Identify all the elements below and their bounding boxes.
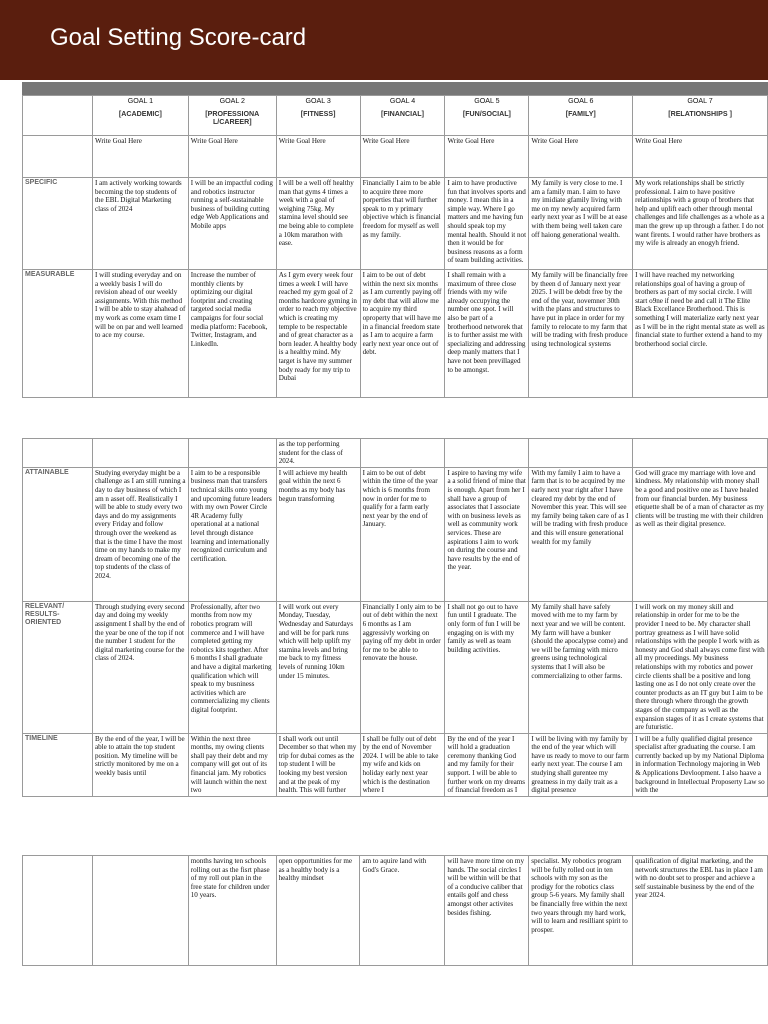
row-label-attainable: ATTAINABLE xyxy=(23,467,93,601)
measurable-row xyxy=(23,270,768,398)
goal-cell: By the end of the year I will hold a graduation ceremony thanking God and my family for their support. I will be able to further work on my dreams of financial freedom as I xyxy=(445,733,529,796)
goal-cell: I shall work out until December so that when my trip for dubai comes as the top student I will be looking my best version and at the peak of my health. This will further xyxy=(276,733,360,796)
goal-cell: will have more time on my hands. The social circles I will be within will be that of a conducive caliber that entails golf and chess amongst other activites besides fishing. xyxy=(445,856,529,966)
row-label-timeline: TIMELINE xyxy=(23,733,93,796)
goal-cell xyxy=(445,439,529,468)
attainable-row xyxy=(23,467,768,601)
goal-cell: With my family I aim to have a farm that is to be acquired by me early next year right after I have cleared my debt by the end of November this year. This will see my family being taken care of as I will be trading with fresh produce and this will ensure generational wealth for my family xyxy=(529,467,633,601)
goal-cell: My work relationships shall be strictly professional. I aim to have positive relationships with a group of brothers that help and uplift each other through mental challenges and life challenges as a whole as a man the grew up up through a father. I do not want firents. I would rather have brothers as my wife is already an enogyh friend. xyxy=(633,178,768,270)
timeline-row xyxy=(23,733,768,796)
goal-cell xyxy=(529,439,633,468)
scorecard-table-2 xyxy=(22,438,768,797)
goal-cell: am to aquire land with God's Grace. xyxy=(360,856,445,966)
timeline-continuation-row xyxy=(23,856,768,966)
goal-header: GOAL 4 [FINANCIAL] xyxy=(360,96,445,136)
goal-cell: I will work on my money skill and relationship in order for me to be the provider I need to be. My character shall portray greatness as I will have solid relationships with the people I work with as honesty and God shall always come first with all my proceedings. My business relationships with my robotics and power circle clients shall be a positive and long lasting one as I do not only create over the counter products as an IT guy but I aim to be there through where through the growth stages of the company as well as the expansion stages of it as I create systems that are futuristic. xyxy=(633,601,768,733)
page-title: Goal Setting Score-card xyxy=(50,24,307,51)
relevant-row xyxy=(23,601,768,733)
goal-cell: I will be living with my family by the end of the year which will have us ready to move to our farm early next year. The course I am studying shall gurentee my greatness in my daily trait as a digital presence xyxy=(529,733,633,796)
goal-cell: I will have reached my networking relationships goal of having a group of brothers as part of my social circle. I will start o9ne if need be and call it The Elite Black Excellance Brotherhood. This is something I will materialize early next year as I will be in the right mental state as well as financial state to further extend a hand to my brotherhood social circle. xyxy=(633,270,768,398)
scorecard-table-3 xyxy=(22,855,768,966)
goal-cell: Financially I only aim to be out of debt within the next 6 months as I am aggressivly working on paying off my debt in order for me to be able to renovate the house. xyxy=(360,601,445,733)
goal-cell: I aim to be a responsible business man that transfers technical skills onto young and upcoming future leaders with my own Power Circle 4R Academy fully operational at a national level through distance learning and internationally recognized curriculum and certification. xyxy=(188,467,276,601)
goal-cell: Through studying every second day and doing my weekly assignment I shall by the end of the year be one of the top if not the number 1 student for the digital marketing course for the class of 2024. xyxy=(92,601,188,733)
goal-cell: I aim to have productive fun that involves sports and money. I mean this in a simple way. Where I go matters and me having fun should speak top my mental health. Should it not then it would be for business reasons as a form of team building activities. xyxy=(445,178,529,270)
row-label-specific: SPECIFIC xyxy=(23,178,93,270)
goal-cell xyxy=(633,439,768,468)
goal-cell: Professionally, after two months from now my robotics program will commerce and I will have completed getting my robotics kits together. After 6 months I shall graduate and have a digital marketing qualification which will speak to my busniness activities which are commercializing my clients digital footprint. xyxy=(188,601,276,733)
goal-header: GOAL 2 [PROFESSIONA L/CAREER] xyxy=(188,96,276,136)
goal-input[interactable]: Write Goal Here xyxy=(188,136,276,178)
goal-cell: Within the next three months, my owing clients shall pay their debt and my company will get out of its financial jam. My robotics will launch within the next two xyxy=(188,733,276,796)
goal-cell: specialist. My robotics program will be fully rolled out in ten schools with my son as the prodigy for the robotics class group 5-6 years. My family shall be financially free within the next two years through my hard work, will to learn and resilliant spirit to prosper. xyxy=(529,856,633,966)
goal-input[interactable]: Write Goal Here xyxy=(633,136,768,178)
goal-cell: I am actively working towards becoming the top students of the EBL Digital Marketing class of 2024 xyxy=(92,178,188,270)
goal-header: GOAL 1 [ACADEMIC] xyxy=(92,96,188,136)
goal-input[interactable]: Write Goal Here xyxy=(92,136,188,178)
goal-cell: Increase the number of monthly clients by optimizing our digital footprint and creating targeted social media campaigns for four social media platform: Facebook, Twitter, Instagram, and LinkedIn. xyxy=(188,270,276,398)
goal-cell: I will be a well off healthy man that gyms 4 times a week with a goal of weighing 75kg. My stamina level should see me being able to complete a 10km marathon with ease. xyxy=(276,178,360,270)
goal-cell: By the end of the year, I will be able to attain the top student position. My timeline will be strictly monitored by me on a weekly basis until xyxy=(92,733,188,796)
goal-cell: I shall remain with a maximum of three close friends with my wife already occupying the number one spot. I will also be part of a brotherhood networek that is to further assist me with specializing and addressing deep manly matters that I have not been previllaged to be amongst. xyxy=(445,270,529,398)
goal-header: GOAL 5 [FUN/SOCIAL] xyxy=(445,96,529,136)
goal-cell: months having ten schools rolling out as the fisrt phase of my roll out plan in the free state for children under 10 years. xyxy=(188,856,276,966)
header-band xyxy=(22,82,768,96)
goal-cell: I will achieve my health goal within the next 6 months as my body has begun transforming xyxy=(276,467,360,601)
row-label-empty xyxy=(23,856,93,966)
goal-cell: I shall not go out to have fun until I graduate. The only form of fun I will be engaging on is with my family as well as team building activities. xyxy=(445,601,529,733)
row-label-measurable: MEASURABLE xyxy=(23,270,93,398)
continuation-row xyxy=(23,439,768,468)
goal-header-row xyxy=(23,96,768,136)
row-label-relevant: RELEVANT/ RESULTS-ORIENTED xyxy=(23,601,93,733)
header-corner xyxy=(23,96,93,136)
goal-cell: as the top performing student for the class of 2024. xyxy=(276,439,360,468)
goal-cell: Studying everyday might be a challenge as I am still running a day to day business of which I am n asset off. Realistically I will be able to study every two days and do my assignments every Friday and follow through over the weekend as that is the time I have the most time on my hands to make my dream of becoming one of the top students of the class of 2024. xyxy=(92,467,188,601)
row-label-empty xyxy=(23,439,93,468)
goal-cell: Financially I aim to be able to acquire three more porperties that will further speak to m y primary objective which is financial freedom for myself as well as my family. xyxy=(360,178,445,270)
row-label-empty xyxy=(23,136,93,178)
goal-cell: I will work out every Monday, Tuesday, Wednesday and Saturdays and will be for park runs which will help uplift my stamina levels and bring me back to my fitness levels of running 10km under 15 minutes. xyxy=(276,601,360,733)
goal-cell: My family will be financially free by theen d of January next year 2025. I will be debdt free by the end of the year, novemner 30th with the plans and structures to have put in place in order for my family to relocate to my farm that will be trading with fresh produce using technological systems xyxy=(529,270,633,398)
specific-row xyxy=(23,178,768,270)
goal-cell: I aim to be out of debt within the next six months as I am currently paying off my debt that will allow me to acquire my third oproperty that will have me in a financial freedom state as I am to acquire a farm early next year once out of debt. xyxy=(360,270,445,398)
goal-cell xyxy=(92,439,188,468)
goal-header: GOAL 7 [RELATIONSHIPS ] xyxy=(633,96,768,136)
goal-cell xyxy=(188,439,276,468)
goal-cell: I will be a fully qualified digital presence specialist after graduating the course. I am currently backed up by my National Diploma in information Technology majoring in Web & Applications Devloopment. I also haave a background in Intellectual Proposerty Law so with the xyxy=(633,733,768,796)
goal-cell: I will studing everyday and on a weekly basis I will do revision ahead of our weekly assignments. With this method I will be able to stay ahahead of my work as come exam time I will be on par and well learned to ace my course. xyxy=(92,270,188,398)
goal-cell: I will be an impactful coding and robotics instructor running a self-sustainable business of building cutting edge Web Applications and Mobile apps xyxy=(188,178,276,270)
goal-cell: open opportunities for me as a healthy body is a healthy mindset xyxy=(276,856,360,966)
goal-cell xyxy=(92,856,188,966)
goal-cell: I aim to be out of debt within the time of the year which is 6 months from now in order for me to qualify for a farm early next year by the end of January. xyxy=(360,467,445,601)
goal-input[interactable]: Write Goal Here xyxy=(445,136,529,178)
goal-input[interactable]: Write Goal Here xyxy=(276,136,360,178)
goal-cell: I shall be fully out of debt by the end of November 2024. I will be able to take my wife and kids on holiday early next year which is the destination where I xyxy=(360,733,445,796)
goal-cell: qualification of digital marketing, and the network structures the EBL has in place I am with no doubt set to prosper and achieve a self sustainable business by the end of the year 2024. xyxy=(633,856,768,966)
goal-header: GOAL 3 [FITNESS] xyxy=(276,96,360,136)
goal-cell: I aspire to having my wife a a solid friend of mine that is enough. Apart from her I shall have a group of associates that I associate with on business levels as well as community work services. These are aspirations I aim to work on during the course and have results by the end of the year. xyxy=(445,467,529,601)
goal-cell xyxy=(360,439,445,468)
goal-cell: My family shall have safely moved with me to my farm by next year and we will be content. My farm will have a bunker (should the apocalypse come) and we will be farming with micro greens using technological systems that I will also be commercializing to other farms. xyxy=(529,601,633,733)
goal-cell: As I gym every week four times a week I will have reached my gym goal of 2 months hardcore gyming in order to reach my objective which is creating my temple to be respectable and of great character as a born leader. A healthy body is a healthy mind. My target is have my summer body ready for my trip to Dubai xyxy=(276,270,360,398)
goal-cell: My family is very close to me. I am a family man. I aim to have my imidiate gfamily living with me on my newly acquired farm early next year as I will be at ease with them being well taken care off haiong generational wealth. xyxy=(529,178,633,270)
scorecard-table-1 xyxy=(22,95,768,398)
goal-header: GOAL 6 [FAMILY] xyxy=(529,96,633,136)
goal-input[interactable]: Write Goal Here xyxy=(360,136,445,178)
goal-input-row xyxy=(23,136,768,178)
goal-input[interactable]: Write Goal Here xyxy=(529,136,633,178)
goal-cell: God will grace my marriage with love and kindness. My relationship with money shall be a good and positive one as I have healed from our financial burden. My business etiquette shall be of a man of character as my clients will be trusting me with their children as well as their digital presence. xyxy=(633,467,768,601)
